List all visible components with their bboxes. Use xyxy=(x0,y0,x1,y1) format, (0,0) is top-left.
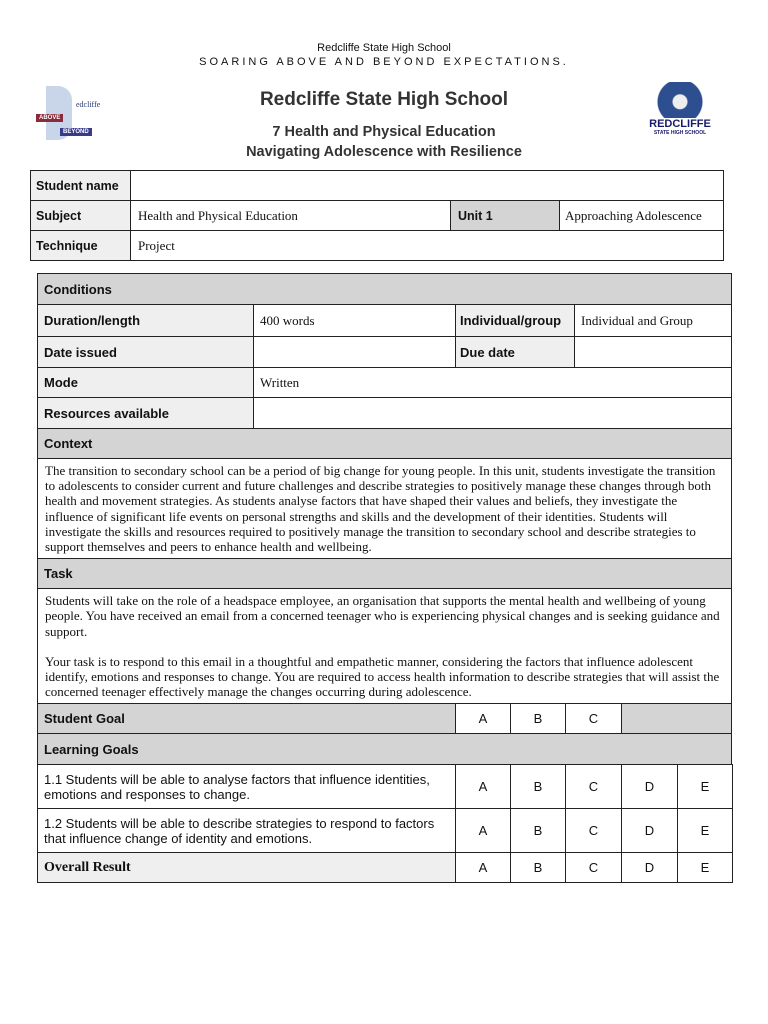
unit-value: Approaching Adolescence xyxy=(559,200,724,231)
resources-field[interactable] xyxy=(253,397,732,429)
student-goal-c[interactable]: C xyxy=(565,703,622,734)
overall-grade-b[interactable]: B xyxy=(510,852,566,883)
task-details-table xyxy=(38,274,732,883)
due-date-label: Due date xyxy=(455,336,575,368)
school-motto: SOARING ABOVE AND BEYOND EXPECTATIONS. xyxy=(199,56,569,68)
goal-1-2-grade-e[interactable]: E xyxy=(677,808,733,853)
due-date-field[interactable] xyxy=(574,336,732,368)
duration-value: 400 words xyxy=(253,304,456,337)
goal-1-2-grade-d[interactable]: D xyxy=(621,808,678,853)
overall-grade-e[interactable]: E xyxy=(677,852,733,883)
student-name-field[interactable] xyxy=(130,170,724,201)
crest-banner-beyond: BEYOND xyxy=(60,128,92,136)
overall-result-label: Overall Result xyxy=(37,852,456,883)
unit-label: Unit 1 xyxy=(450,200,560,231)
resources-label: Resources available xyxy=(37,397,254,429)
technique-label: Technique xyxy=(30,230,131,261)
eagle-icon xyxy=(655,82,705,118)
eagle-mascot-logo xyxy=(645,82,715,146)
task-paragraph-2: Your task is to respond to this email in a thoughtful and empathetic manner, considering the factors that influence adolescent identify, emotions and responses to change. You are required to access health information to describe strategies that will assist the concerned teenager effectively manage the changes occurring during adolescence. xyxy=(45,653,720,700)
school-crest-logo xyxy=(34,84,106,144)
context-text: The transition to secondary school can be a period of big change for young people. In this unit, students investigate the transition to adolescents to consider current and future challenges and describe strategies to positively manage these changes through both health and movement strategies. As students analyse factors that have shaped their values and beliefs, they investigate the influence of significant life events on personal strengths and skills and the development of their identities. Students will investigate the skills and resources required to positively manage the transition to secondary school and describe strategies to support themselves and peers to enhance health and wellbeing. xyxy=(37,458,732,559)
learning-goals-header: Learning Goals xyxy=(37,733,732,765)
student-name-label: Student name xyxy=(30,170,131,201)
student-goal-b[interactable]: B xyxy=(510,703,566,734)
subject-label: Subject xyxy=(30,200,131,231)
task-paragraph-1: Students will take on the role of a headspace employee, an organisation that supports the mental health and wellbeing of young people. You have received an email from a concerned teenager who is experiencing physical changes and is seeking guidance and support. xyxy=(45,593,720,639)
overall-grade-c[interactable]: C xyxy=(565,852,622,883)
mode-label: Mode xyxy=(37,367,254,398)
goal-1-1-grade-a[interactable]: A xyxy=(455,764,511,809)
student-goal-a[interactable]: A xyxy=(455,703,511,734)
learning-goal-1-1: 1.1 Students will be able to analyse factors that influence identities, emotions and responses to change. xyxy=(37,764,456,809)
student-goal-label: Student Goal xyxy=(37,703,456,734)
subject-value: Health and Physical Education xyxy=(130,200,451,231)
goal-1-1-grade-b[interactable]: B xyxy=(510,764,566,809)
task-header: Task xyxy=(37,558,732,589)
logo-subtext: STATE HIGH SCHOOL xyxy=(653,130,707,136)
goal-1-1-grade-d[interactable]: D xyxy=(621,764,678,809)
school-name-top: Redcliffe State High School xyxy=(317,42,451,54)
learning-goal-1-2: 1.2 Students will be able to describe strategies to respond to factors that influence change of identity and emotions. xyxy=(37,808,456,853)
overall-grade-a[interactable]: A xyxy=(455,852,511,883)
goal-1-1-grade-c[interactable]: C xyxy=(565,764,622,809)
goal-1-1-grade-e[interactable]: E xyxy=(677,764,733,809)
context-header: Context xyxy=(37,428,732,459)
crest-banner-above: ABOVE xyxy=(36,114,63,122)
duration-label: Duration/length xyxy=(37,304,254,337)
goal-1-2-grade-b[interactable]: B xyxy=(510,808,566,853)
goal-1-2-grade-c[interactable]: C xyxy=(565,808,622,853)
page-title: Redcliffe State High School xyxy=(259,89,509,110)
date-issued-label: Date issued xyxy=(37,336,254,368)
overall-grade-d[interactable]: D xyxy=(621,852,678,883)
student-goal-blank xyxy=(621,703,732,734)
task-body xyxy=(37,588,732,704)
individual-group-value: Individual and Group xyxy=(574,304,732,337)
subtitle-subject: 7 Health and Physical Education xyxy=(272,124,496,140)
goal-1-2-grade-a[interactable]: A xyxy=(455,808,511,853)
crest-text: edcliffe xyxy=(76,100,101,109)
date-issued-field[interactable] xyxy=(253,336,456,368)
individual-group-label: Individual/group xyxy=(455,304,575,337)
conditions-header: Conditions xyxy=(37,273,732,305)
mode-value: Written xyxy=(253,367,732,398)
technique-value: Project xyxy=(130,230,724,261)
logo-wordmark: REDCLIFFE xyxy=(649,118,711,130)
subtitle-unit: Navigating Adolescence with Resilience xyxy=(246,144,522,160)
